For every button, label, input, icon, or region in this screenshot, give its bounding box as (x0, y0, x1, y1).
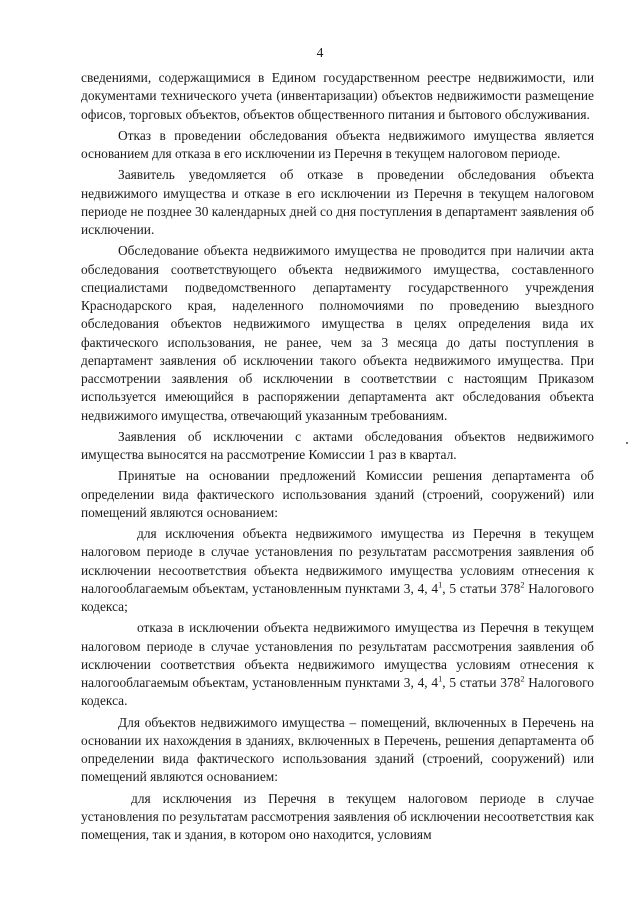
paragraph-text: Налогового кодекса. (81, 675, 595, 709)
paragraph-text: Для объектов недвижимого имущества – помещений, включенных в Перечень на основании их нахождения в зданиях, включенных в Перечень, решения департамента об определении вида фактического использования зданий (строений, сооружений) или помещений являются основанием: (81, 714, 594, 785)
paragraph-text: Принятые на основании предложений Комиссии решения департамента об определении вида фактического использования зданий (строений, сооружений) или помещений являются основанием: (81, 468, 594, 520)
paragraph-text: Заявитель уведомляется об отказе в проведении обследования объекта недвижимого имущества и отказе в его исключении из Перечня в текущем налоговом периоде не позднее 30 календарных дней со дня поступления в департамент заявления об исключении. (81, 167, 594, 237)
superscript: 2 (520, 674, 525, 684)
superscript: 1 (438, 580, 443, 590)
paragraph-text: , 5 статьи 378 (442, 580, 521, 596)
paragraph-text: , 5 статьи 378 (442, 675, 521, 690)
paragraph-exclusion-case (81, 525, 594, 616)
paragraph-commission-review (81, 428, 594, 465)
superscript: 1 (438, 674, 443, 684)
paragraph-inspection-act (81, 242, 594, 425)
paragraph-text: Налогового кодекса; (81, 580, 595, 614)
paragraph-decision-basis (81, 467, 594, 522)
paragraph-text: Заявления об исключении с актами обследования объектов недвижимого имущества выносятся на рассмотрение Комиссии 1 раз в квартал. (81, 428, 594, 462)
paragraph-text: Обследование объекта недвижимого имущества не проводится при наличии акта обследования соответствующего объекта недвижимого имущества, составленного специалистами подведомственного департаменту государственного учреждения Краснодарского края, наделенного полномочиями по проведению выездного обследования объектов недвижимого имущества в целях определения вида их фактического использования, не ранее, чем за 3 месяца до даты поступления в департамент заявления об исключении такого объекта недвижимого имущества. При рассмотрении заявления об исключении в соответствии с настоящим Приказом используется имеющийся в распоряжении департамента акт обследования объекта недвижимого имущества, отвечающий указанным требованиям. (81, 243, 594, 423)
paragraph-continuation (81, 69, 594, 124)
paragraph-premises-in-buildings (81, 714, 594, 787)
paragraph-text: отказа в исключении объекта недвижимого имущества из Перечня в текущем налоговом периоде в случае установления по результатам рассмотрения заявления об исключении соответствия объекта недвижимого имущества условиям отнесения к налогооблагаемым объектам, установленным пунктами 3, 4, 4 (81, 620, 594, 690)
paragraph-applicant-notice (81, 166, 594, 239)
paragraph-refusal-case (81, 619, 594, 710)
document-body (81, 69, 594, 844)
superscript: 2 (520, 580, 525, 590)
paragraph-refusal-basis (81, 127, 594, 164)
page-number: 4 (316, 45, 324, 60)
paragraph-text: сведениями, содержащимися в Едином государственном реестре недвижимости, или документами технического учета (инвентаризации) объектов недвижимости размещение офисов, торговых объектов, объектов общественного питания и бытового обслуживания. (81, 70, 594, 122)
paragraph-text: Отказ в проведении обследования объекта недвижимого имущества является основанием для отказа в его исключении из Перечня в текущем налоговом периоде. (81, 127, 594, 161)
paragraph-text: для исключения объекта недвижимого имущества из Перечня в текущем налоговом периоде в случае установления по результатам рассмотрения заявления об исключении несоответствия объекта недвижимого имущества условиям отнесения к налогооблагаемым объектам, установленным пунктами 3, 4, 4 (81, 526, 594, 596)
scan-speck (626, 442, 628, 444)
paragraph-premises-exclusion (81, 790, 594, 845)
paragraph-text: для исключения из Перечня в текущем налоговом периоде в случае установления по результатам рассмотрения заявления об исключении несоответствия как помещения, так и здания, в котором оно находится, условиям (81, 790, 594, 842)
